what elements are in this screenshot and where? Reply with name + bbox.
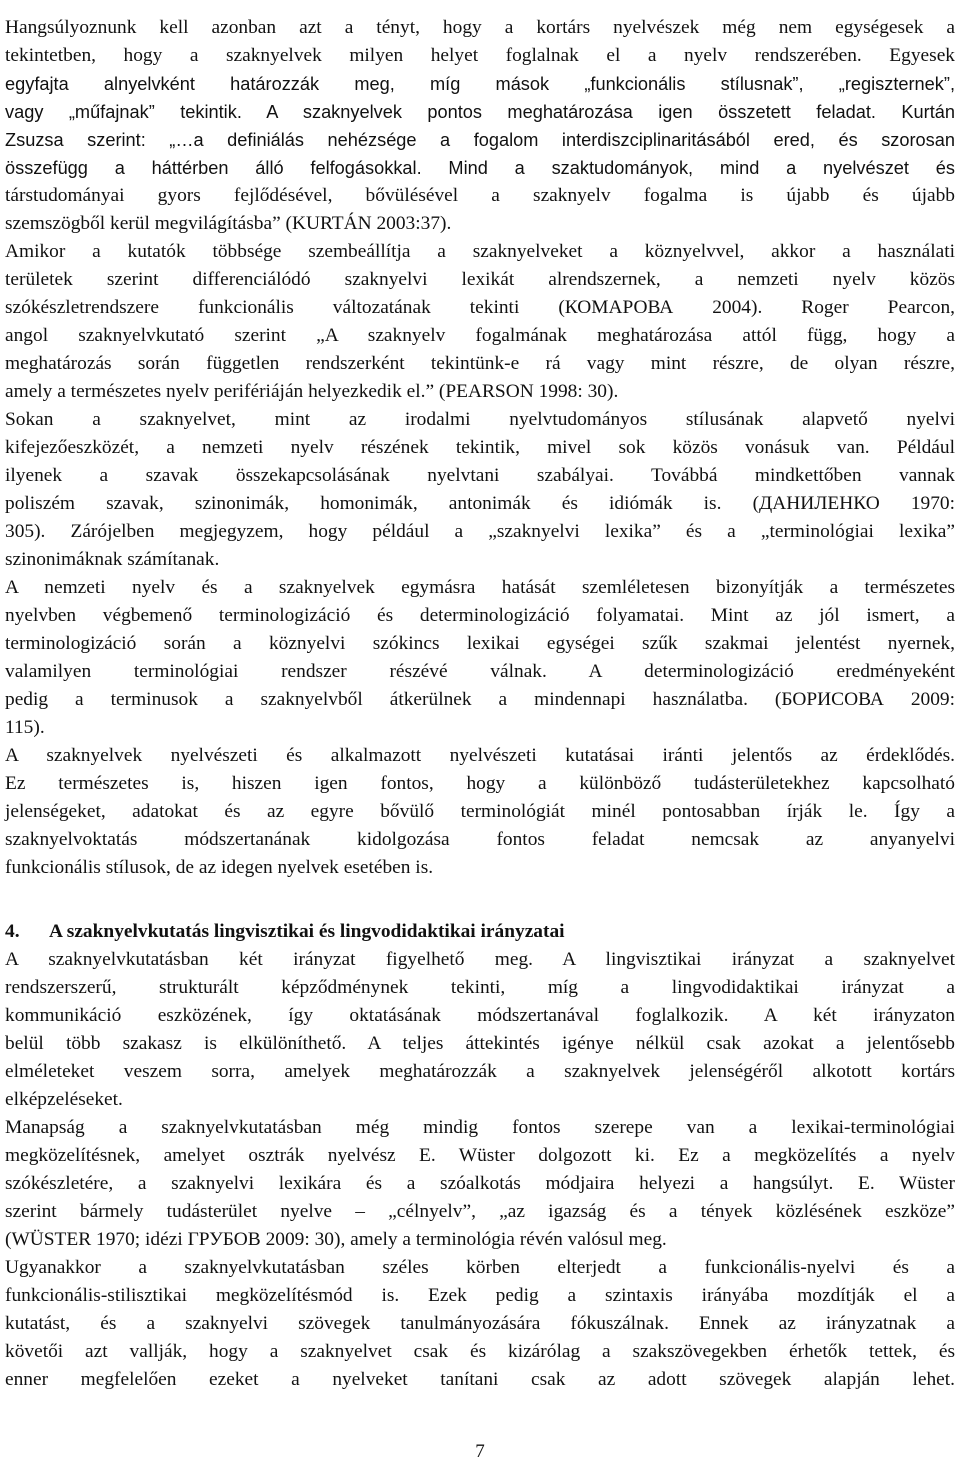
text-line: szaknyelvoktatás módszertanának kidolgozása fontos feladat nemcsak az anyanyelvi: [5, 829, 955, 850]
text-line: elméleteket veszem sorra, amelyek meghatározzák a szaknyelvek jelenségéről alkotott kortárs: [5, 1061, 955, 1082]
text-line: rendszerszerű, strukturált képződménynek tekinti, míg a lingvodidaktikai irányzat a: [5, 977, 955, 998]
text-line: belül több szakasz is elkülöníthető. A teljes áttekintés igénye nélkül csak azokat a jelentősebb: [5, 1033, 955, 1054]
text-line: jelenségeket, adatokat és az egyre bővülő terminológiát minél pontosabban írják le. Így a: [5, 801, 955, 822]
text-line: Amikor a kutatók többsége szembeállítja a szaknyelveket a köznyelvvel, akkor a használati: [5, 241, 955, 262]
text-line: kommunikáció eszközének, így oktatásának módszertanával foglalkozik. A két irányzaton: [5, 1005, 955, 1026]
text-line: angol szaknyelvkutató szerint „A szaknyelv fogalmának meghatározása attól függ, hogy a: [5, 325, 955, 346]
text-line: nyelvben végbemenő terminologizáció és determinologizáció folyamatai. Mint az jól ismert, a: [5, 605, 955, 626]
text-line: A szaknyelvkutatásban két irányzat figyelhető meg. A lingvisztikai irányzat a szaknyelvet: [5, 949, 955, 970]
text-line: enner megfelelően ezeket a nyelveket tanítani csak az adott szövegek alapján lehet.: [5, 1369, 955, 1390]
section-number: 4.: [5, 921, 20, 942]
text-line: poliszém szavak, szinonimák, homonimák, antonimák és idiómák is. (ДАНИЛЕНКО 1970:: [5, 493, 955, 514]
page-number: 7: [475, 1441, 485, 1462]
text-line: funkcionális stílusok, de az idegen nyelvek esetében is.: [5, 857, 434, 878]
text-line: amely a természetes nyelv perifériáján helyezkedik el.” (PEARSON 1998: 30).: [5, 381, 619, 402]
section-heading: [5, 919, 955, 945]
text-line: A szaknyelvek nyelvészeti és alkalmazott nyelvészeti kutatásai iránti jelentős az érdeklődés.: [5, 745, 955, 766]
text-line: szemszögből kerül megvilágításba” (KURTÁN 2003:37).: [5, 213, 452, 234]
text-line: vagy „műfajnak” tekintik. A szaknyelvek pontos meghatározása igen összetett feladat. Kurtán: [5, 102, 955, 122]
text-line: pedig a terminusok a szaknyelvből átkerülnek a mindennapi használatba. (БОРИСОВА 2009:: [5, 689, 955, 710]
text-line: megközelítésnek, amelyet osztrák nyelvész E. Wüster dolgozott ki. Ez a megközelítés a nyelv: [5, 1145, 955, 1166]
text-line: követői azt vallják, hogy a szaknyelvet csak és kizárólag a szakszövegekben érhetők tettek, és: [5, 1341, 955, 1362]
text-line: 305). Zárójelben megjegyzem, hogy például a „szaknyelvi lexika” és a „terminológiai lexika”: [5, 521, 955, 542]
text-line: területek szerint differenciálódó szaknyelvi lexikát alrendszernek, a nemzeti nyelv közös: [5, 269, 955, 290]
text-line: A nemzeti nyelv és a szaknyelvek egymásra hatását szemléletesen bizonyítják a természetes: [5, 577, 955, 598]
text-line: tekintetben, hogy a szaknyelvek milyen helyet foglalnak el a nyelv rendszerében. Egyesek: [5, 45, 955, 66]
text-line: valamilyen terminológiai rendszer részévé válnak. A determinologizáció eredményeként: [5, 661, 955, 682]
text-line: szinonimáknak számítanak.: [5, 549, 220, 570]
text-line: Ez természetes is, hiszen igen fontos, hogy a különböző tudásterületekhez kapcsolható: [5, 773, 955, 794]
text-line: szókészletrendszere funkcionális változatának tekinti (КОМАРОВА 2004). Roger Pearcon,: [5, 297, 955, 318]
text-line: szerint bármely tudásterület nyelve – „célnyelv”, „az igazság és a tények közlésének eszköze”: [5, 1201, 955, 1222]
text-line: kutatást, és a szaknyelvi szövegek tanulmányozására fókuszálnak. Ennek az irányzatnak a: [5, 1313, 955, 1334]
text-line: egyfajta alnyelvként határozzák meg, míg mások „funkcionális stílusnak”, „regiszternek”,: [5, 74, 955, 94]
text-line: Manapság a szaknyelvkutatásban még mindig fontos szerepe van a lexikai-terminológiai: [5, 1117, 955, 1138]
section-title: A szaknyelvkutatás lingvisztikai és lingvodidaktikai irányzatai: [49, 921, 565, 942]
text-line: (WÜSTER 1970; idézi ГРУБОВ 2009: 30), amely a terminológia révén valósul meg.: [5, 1229, 667, 1250]
text-line: társtudományai gyors fejlődésével, bővülésével a szaknyelv fogalma is újabb és újabb: [5, 185, 955, 206]
text-line: összefügg a háttérben álló felfogásokkal. Mind a szaktudományok, mind a nyelvészet és: [5, 158, 955, 178]
text-line: funkcionális-stilisztikai megközelítésmód is. Ezek pedig a szintaxis irányába mozdítják el a: [5, 1285, 955, 1306]
text-line: terminologizáció során a köznyelvi szókincs lexikai egységei szűk szakmai jelentést nyernek,: [5, 633, 955, 654]
text-line: 115).: [5, 717, 45, 738]
text-line: kifejezőeszközét, a nemzeti nyelv részének tekintik, mivel sok közös vonásuk van. Például: [5, 437, 955, 458]
text-line: Sokan a szaknyelvet, mint az irodalmi nyelvtudományos stílusának alapvető nyelvi: [5, 409, 955, 430]
text-line: elképzeléseket.: [5, 1089, 123, 1110]
text-line: Ugyanakkor a szaknyelvkutatásban széles körben elterjedt a funkcionális-nyelvi és a: [5, 1257, 955, 1278]
text-line: Zsuzsa szerint: „…a definiálás nehézsége a fogalom interdiszciplinaritásából ered, és szorosan: [5, 130, 955, 150]
text-line: szókészletére, a szaknyelvi lexikára és a szóalkotás módjaira helyezi a hangsúlyt. E. Wüster: [5, 1173, 955, 1194]
text-line: Hangsúlyoznunk kell azonban azt a tényt, hogy a kortárs nyelvészek még nem egységesek a: [5, 17, 955, 38]
text-line: meghatározás során független rendszerként tekintünk-e rá vagy mint részre, de olyan részre,: [5, 353, 955, 374]
text-line: ilyenek a szavak összekapcsolásának nyelvtani szabályai. Továbbá mindkettőben vannak: [5, 465, 955, 486]
